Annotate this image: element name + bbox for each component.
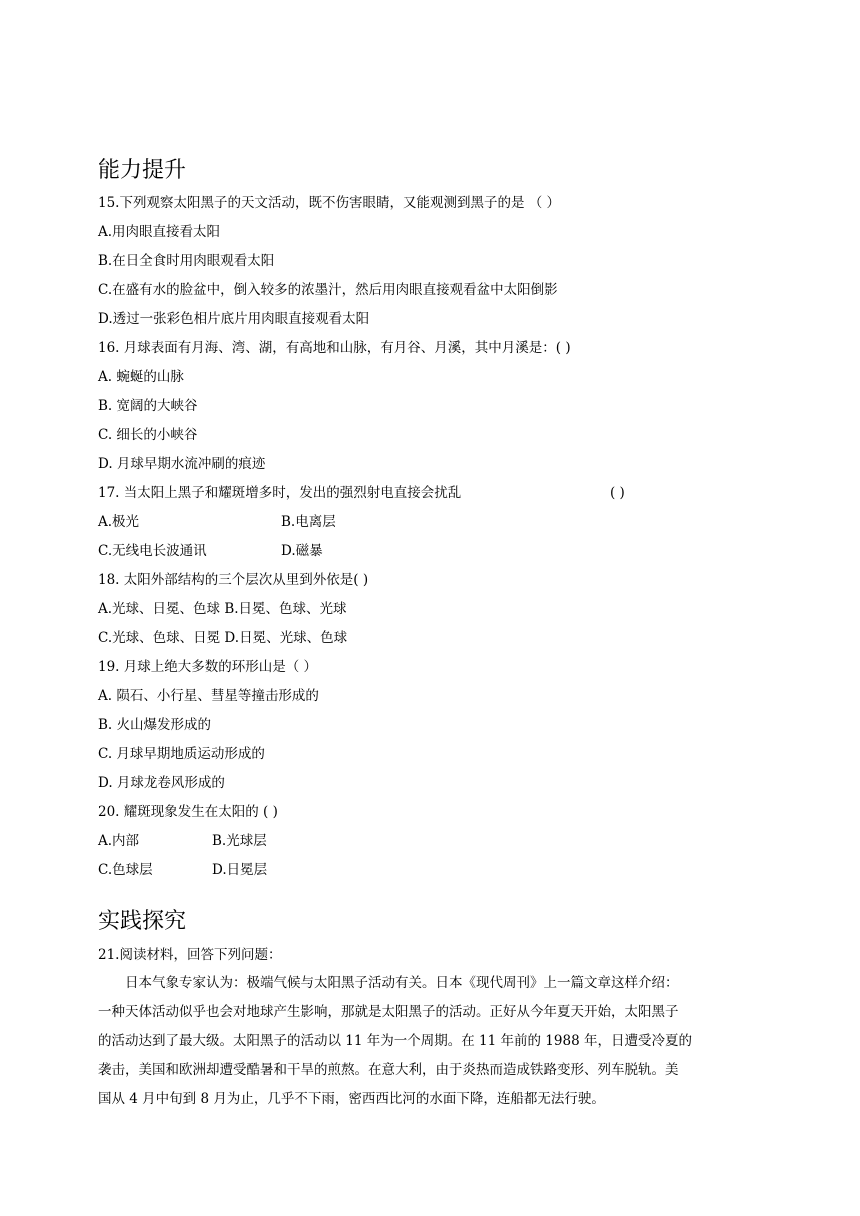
question-18-stem: 18. 太阳外部结构的三个层次从里到外依是( )	[98, 572, 369, 588]
question-17-option-b: B.电离层	[281, 514, 336, 530]
question-16-stem: 16. 月球表面有月海、湾、湖，有高地和山脉，有月谷、月溪，其中月溪是：( )	[98, 340, 571, 356]
question-16-option-d: D. 月球早期水流冲刷的痕迹	[98, 456, 266, 472]
question-15-option-d: D.透过一张彩色相片底片用肉眼直接观看太阳	[98, 311, 370, 327]
question-20-stem: 20. 耀斑现象发生在太阳的 ( )	[98, 804, 278, 820]
passage-line: 国从 4 月中旬到 8 月为止，几乎不下雨，密西西比河的水面下降，连船都无法行驶。	[98, 1091, 605, 1107]
question-18-options-cd: C.光球、色球、日冕 D.日冕、光球、色球	[98, 630, 348, 646]
question-15-option-a: A.用肉眼直接看太阳	[98, 224, 221, 240]
question-19-option-c: C. 月球早期地质运动形成的	[98, 746, 265, 762]
section-title-ability: 能力提升	[98, 158, 187, 183]
question-16-option-a: A. 蜿蜒的山脉	[98, 369, 184, 385]
question-17-option-a: A.极光	[98, 514, 140, 530]
question-15-stem: 15.下列观察太阳黑子的天文活动，既不伤害眼睛，又能观测到黑子的是 （ ）	[98, 195, 561, 211]
reading-passage	[98, 969, 758, 1114]
section-title-practice: 实践探究	[98, 909, 187, 934]
question-19-option-a: A. 陨石、小行星、彗星等撞击形成的	[98, 688, 319, 704]
question-15-option-b: B.在日全食时用肉眼观看太阳	[98, 253, 275, 269]
question-20-option-a: A.内部	[98, 833, 140, 849]
question-17-stem: 17. 当太阳上黑子和耀斑增多时，发出的强烈射电直接会扰乱	[98, 485, 462, 501]
question-17-option-d: D.磁暴	[281, 543, 323, 559]
passage-line: 一种天体活动似乎也会对地球产生影响，那就是太阳黑子的活动。正好从今年夏天开始，太阳黑子	[98, 1004, 679, 1020]
question-20-option-d: D.日冕层	[212, 862, 268, 878]
question-16-option-b: B. 宽阔的大峡谷	[98, 398, 198, 414]
question-17-option-c: C.无线电长波通讯	[98, 543, 207, 559]
question-15-option-c: C.在盛有水的脸盆中，倒入较多的浓墨汁，然后用肉眼直接观看盆中太阳倒影	[98, 282, 558, 298]
question-21-stem: 21.阅读材料，回答下列问题：	[98, 947, 282, 963]
passage-line: 日本气象专家认为：极端气候与太阳黑子活动有关。日本《现代周刊》上一篇文章这样介绍：	[125, 975, 679, 991]
question-18-options-ab: A.光球、日冕、色球 B.日冕、色球、光球	[98, 601, 347, 617]
question-19-option-d: D. 月球龙卷风形成的	[98, 775, 225, 791]
question-17-answer-paren: ( )	[610, 485, 625, 501]
question-19-option-b: B. 火山爆发形成的	[98, 717, 212, 733]
passage-line: 的活动达到了最大级。太阳黑子的活动以 11 年为一个周期。在 11 年前的 1988 年，日遭受冷夏的	[98, 1033, 692, 1049]
question-19-stem: 19. 月球上绝大多数的环形山是（ ）	[98, 659, 318, 675]
question-20-option-b: B.光球层	[212, 833, 267, 849]
question-20-option-c: C.色球层	[98, 862, 153, 878]
passage-line: 袭击，美国和欧洲却遭受酷暑和干旱的煎熬。在意大利，由于炎热而造成铁路变形、列车脱轨。美	[98, 1062, 679, 1078]
question-16-option-c: C. 细长的小峡谷	[98, 427, 198, 443]
